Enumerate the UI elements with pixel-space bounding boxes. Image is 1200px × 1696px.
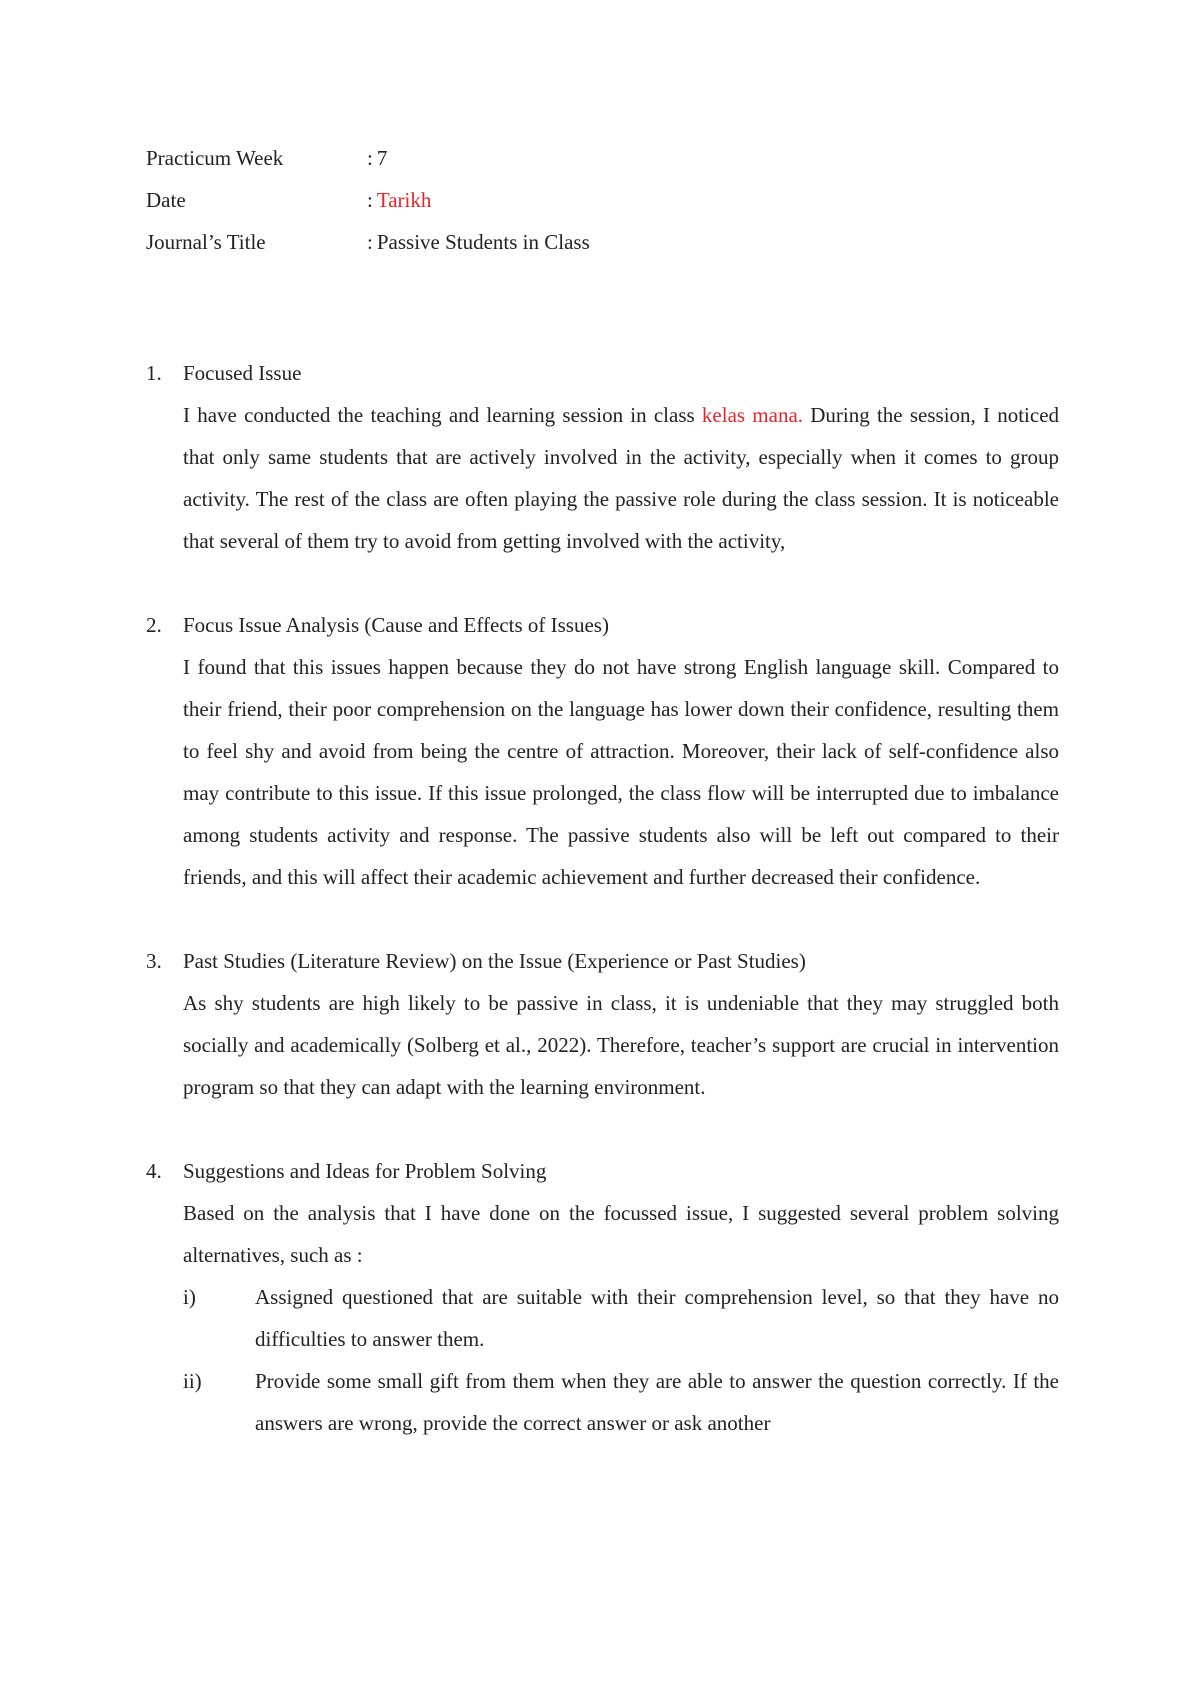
section-issue-analysis [146,604,1059,898]
title-label: Journal’s Title [146,230,266,254]
list-item-number: ii) [183,1369,202,1393]
title-colon: : [367,230,373,254]
paragraph-text-continued: During the session, I noticed that only same students that are actively involved in the activity, especially when it comes to group activity. The rest of the class are often playing the passive role during the class session. It is noticeable that several of them try to avoid from getting involved with the activity, [183,403,1060,553]
journal-header [146,143,1046,269]
section-number: 2. [146,613,162,637]
journal-sections [146,352,1059,1486]
list-item-text: Provide some small gift from them when they are able to answer the question correctly. If the answers are wrong, provide the correct answer or ask another [255,1369,1059,1435]
paragraph-text: I have conducted the teaching and learning session in class [183,403,702,427]
section-body [183,646,1059,898]
week-row [146,143,1046,185]
section-literature-review [146,940,1059,1108]
section-number: 4. [146,1159,162,1183]
suggestion-list [183,1276,1059,1444]
section-title: Focused Issue [183,361,302,385]
list-item-text: Assigned questioned that are suitable with their comprehension level, so that they have no difficulties to answer them. [255,1285,1059,1351]
week-value: 7 [376,146,388,170]
date-row [146,185,1046,227]
list-item [183,1276,1059,1360]
section-title: Past Studies (Literature Review) on the Issue (Experience or Past Studies) [183,949,806,973]
section-focused-issue [146,352,1059,562]
date-label: Date [146,188,186,212]
date-colon: : [367,188,373,212]
week-label: Practicum Week [146,146,284,170]
journal-title: Passive Students in Class [376,230,590,254]
list-item [183,1360,1059,1444]
section-body [183,394,1059,562]
section-heading [146,940,1059,982]
section-paragraph [183,394,1059,562]
section-heading [146,604,1059,646]
list-item-number: i) [183,1285,196,1309]
section-body [183,982,1059,1108]
section-number: 1. [146,361,162,385]
section-heading [146,352,1059,394]
section-paragraph: I found that this issues happen because they do not have strong English language skill. Compared to their friend, their poor comprehension on the language has lower down their confidence, resulting them to feel shy and avoid from being the centre of attraction. Moreover, their lack of self-confidence also may contribute to this issue. If this issue prolonged, the class flow will be interrupted due to imbalance among students activity and response. The passive students also will be left out compared to their friends, and this will affect their academic achievement and further decreased their confidence. [183,655,1059,889]
highlighted-placeholder: kelas mana. [701,403,804,427]
section-paragraph: Based on the analysis that I have done on the focussed issue, I suggested several problem solving alternatives, such as : [183,1201,1059,1267]
date-value: Tarikh [376,188,432,212]
section-body [183,1192,1059,1276]
section-title: Suggestions and Ideas for Problem Solving [183,1159,547,1183]
section-paragraph: As shy students are high likely to be passive in class, it is undeniable that they may struggled both socially and academically (Solberg et al., 2022). Therefore, teacher’s support are crucial in intervention program so that they can adapt with the learning environment. [183,991,1059,1099]
title-row [146,227,1046,269]
week-colon: : [367,146,373,170]
section-title: Focus Issue Analysis (Cause and Effects of Issues) [183,613,609,637]
section-heading [146,1150,1059,1192]
section-suggestions [146,1150,1059,1444]
section-number: 3. [146,949,162,973]
